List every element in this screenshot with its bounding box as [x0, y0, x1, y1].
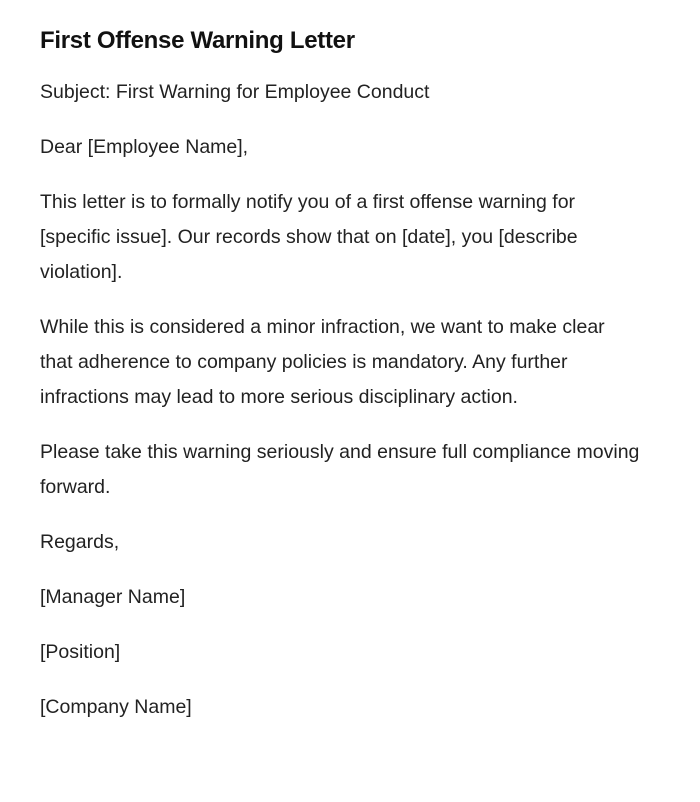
letter-paragraph-notice: This letter is to formally notify you of a first offense warning for [specific issue]. Our records show that on [date], you [describe violation]. [40, 191, 578, 283]
signature-position: [Position] [40, 641, 121, 663]
signature-manager-name: [Manager Name] [40, 586, 186, 608]
letter-closing: Regards, [40, 531, 120, 553]
warning-letter [40, 22, 640, 745]
letter-salutation: Dear [Employee Name], [40, 136, 249, 158]
signature-company-name: [Company Name] [40, 696, 192, 718]
letter-title: First Offense Warning Letter [40, 27, 355, 54]
letter-subject: Subject: First Warning for Employee Conduct [40, 81, 430, 103]
letter-paragraph-compliance: Please take this warning seriously and ensure full compliance moving forward. [40, 441, 640, 498]
letter-paragraph-policy: While this is considered a minor infraction, we want to make clear that adherence to company policies is mandatory. Any further infractions may lead to more serious disciplinary action. [40, 316, 605, 408]
